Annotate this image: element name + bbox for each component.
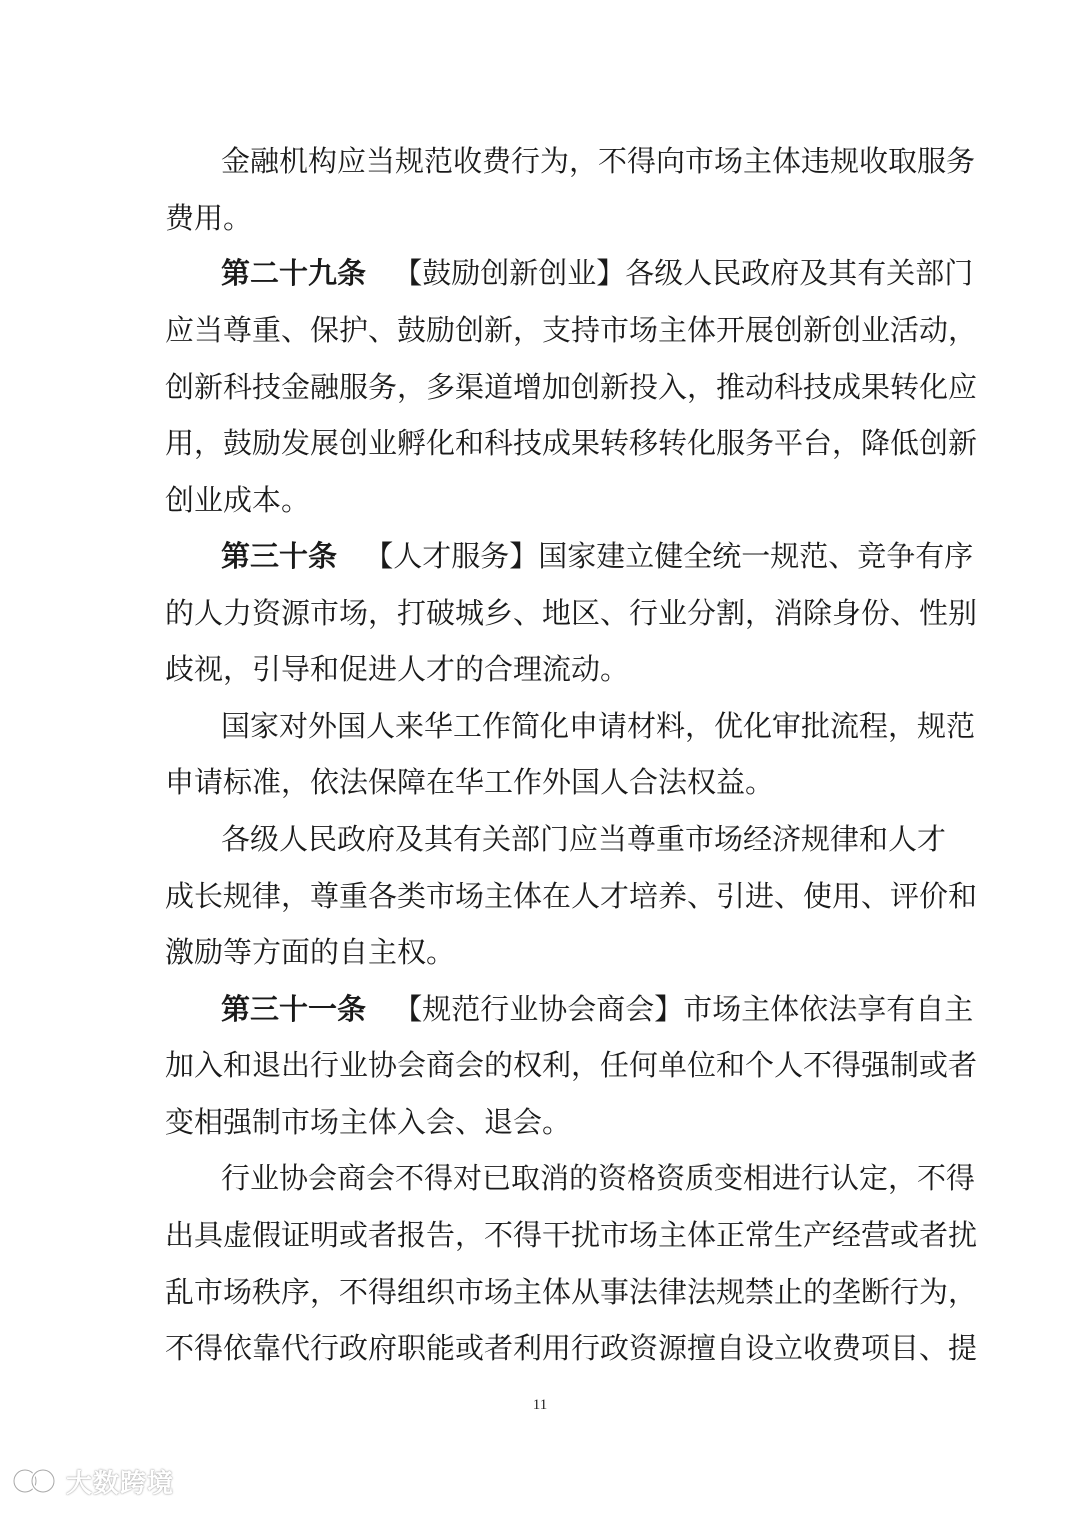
paragraph-line: 变相强制市场主体入会、退会。 [165,1105,572,1139]
paragraph-line: 不得依靠代行政府职能或者利用行政资源擅自设立收费项目、提 [165,1331,978,1365]
article-first-line [221,536,974,576]
article-text: 【鼓励创新创业】各级人民政府及其有关部门 [393,256,974,290]
paragraph-line: 费用。 [165,201,253,235]
article-text: 【规范行业协会商会】市场主体依法享有自主 [393,992,974,1026]
watermark [8,1458,174,1504]
paragraph-line: 用，鼓励发展创业孵化和科技成果转移转化服务平台，降低创新 [165,426,978,460]
article-text: 【人才服务】国家建立健全统一规范、竞争有序 [364,539,974,573]
page-number: 11 [532,1397,548,1413]
paragraph-line: 出具虚假证明或者报告，不得干扰市场主体正常生产经营或者扰 [165,1218,978,1252]
article-heading: 第三十一条 [221,992,367,1026]
article-first-line [221,989,974,1029]
paragraph-line: 成长规律，尊重各类市场主体在人才培养、引进、使用、评价和 [165,879,978,913]
watermark-text: 大数跨境 [66,1468,175,1499]
paragraph-line: 乱市场秩序，不得组织市场主体从事法律法规禁止的垄断行为， [165,1275,978,1309]
paragraph-line: 激励等方面的自主权。 [165,935,456,969]
paragraph-line: 行业协会商会不得对已取消的资格资质变相进行认定，不得 [221,1161,976,1195]
paragraph-line: 创新科技金融服务，多渠道增加创新投入，推动科技成果转化应 [165,370,978,404]
paragraph-line: 创业成本。 [165,483,311,517]
paragraph-line: 金融机构应当规范收费行为，不得向市场主体违规收取服务 [221,144,976,178]
paragraph-line: 国家对外国人来华工作简化申请材料，优化审批流程，规范 [221,709,976,743]
article-heading: 第三十条 [221,539,338,573]
double-circle-logo-icon [8,1463,60,1499]
paragraph-line: 申请标准，依法保障在华工作外国人合法权益。 [165,765,775,799]
paragraph-line: 的人力资源市场，打破城乡、地区、行业分割，消除身份、性别 [165,596,978,630]
article-first-line [221,253,974,293]
paragraph-line: 各级人民政府及其有关部门应当尊重市场经济规律和人才 [221,822,947,856]
article-heading: 第二十九条 [221,256,367,290]
paragraph-line: 加入和退出行业协会商会的权利，任何单位和个人不得强制或者 [165,1048,978,1082]
paragraph-line: 歧视，引导和促进人才的合理流动。 [165,652,630,686]
paragraph-line: 应当尊重、保护、鼓励创新，支持市场主体开展创新创业活动， [165,313,978,347]
